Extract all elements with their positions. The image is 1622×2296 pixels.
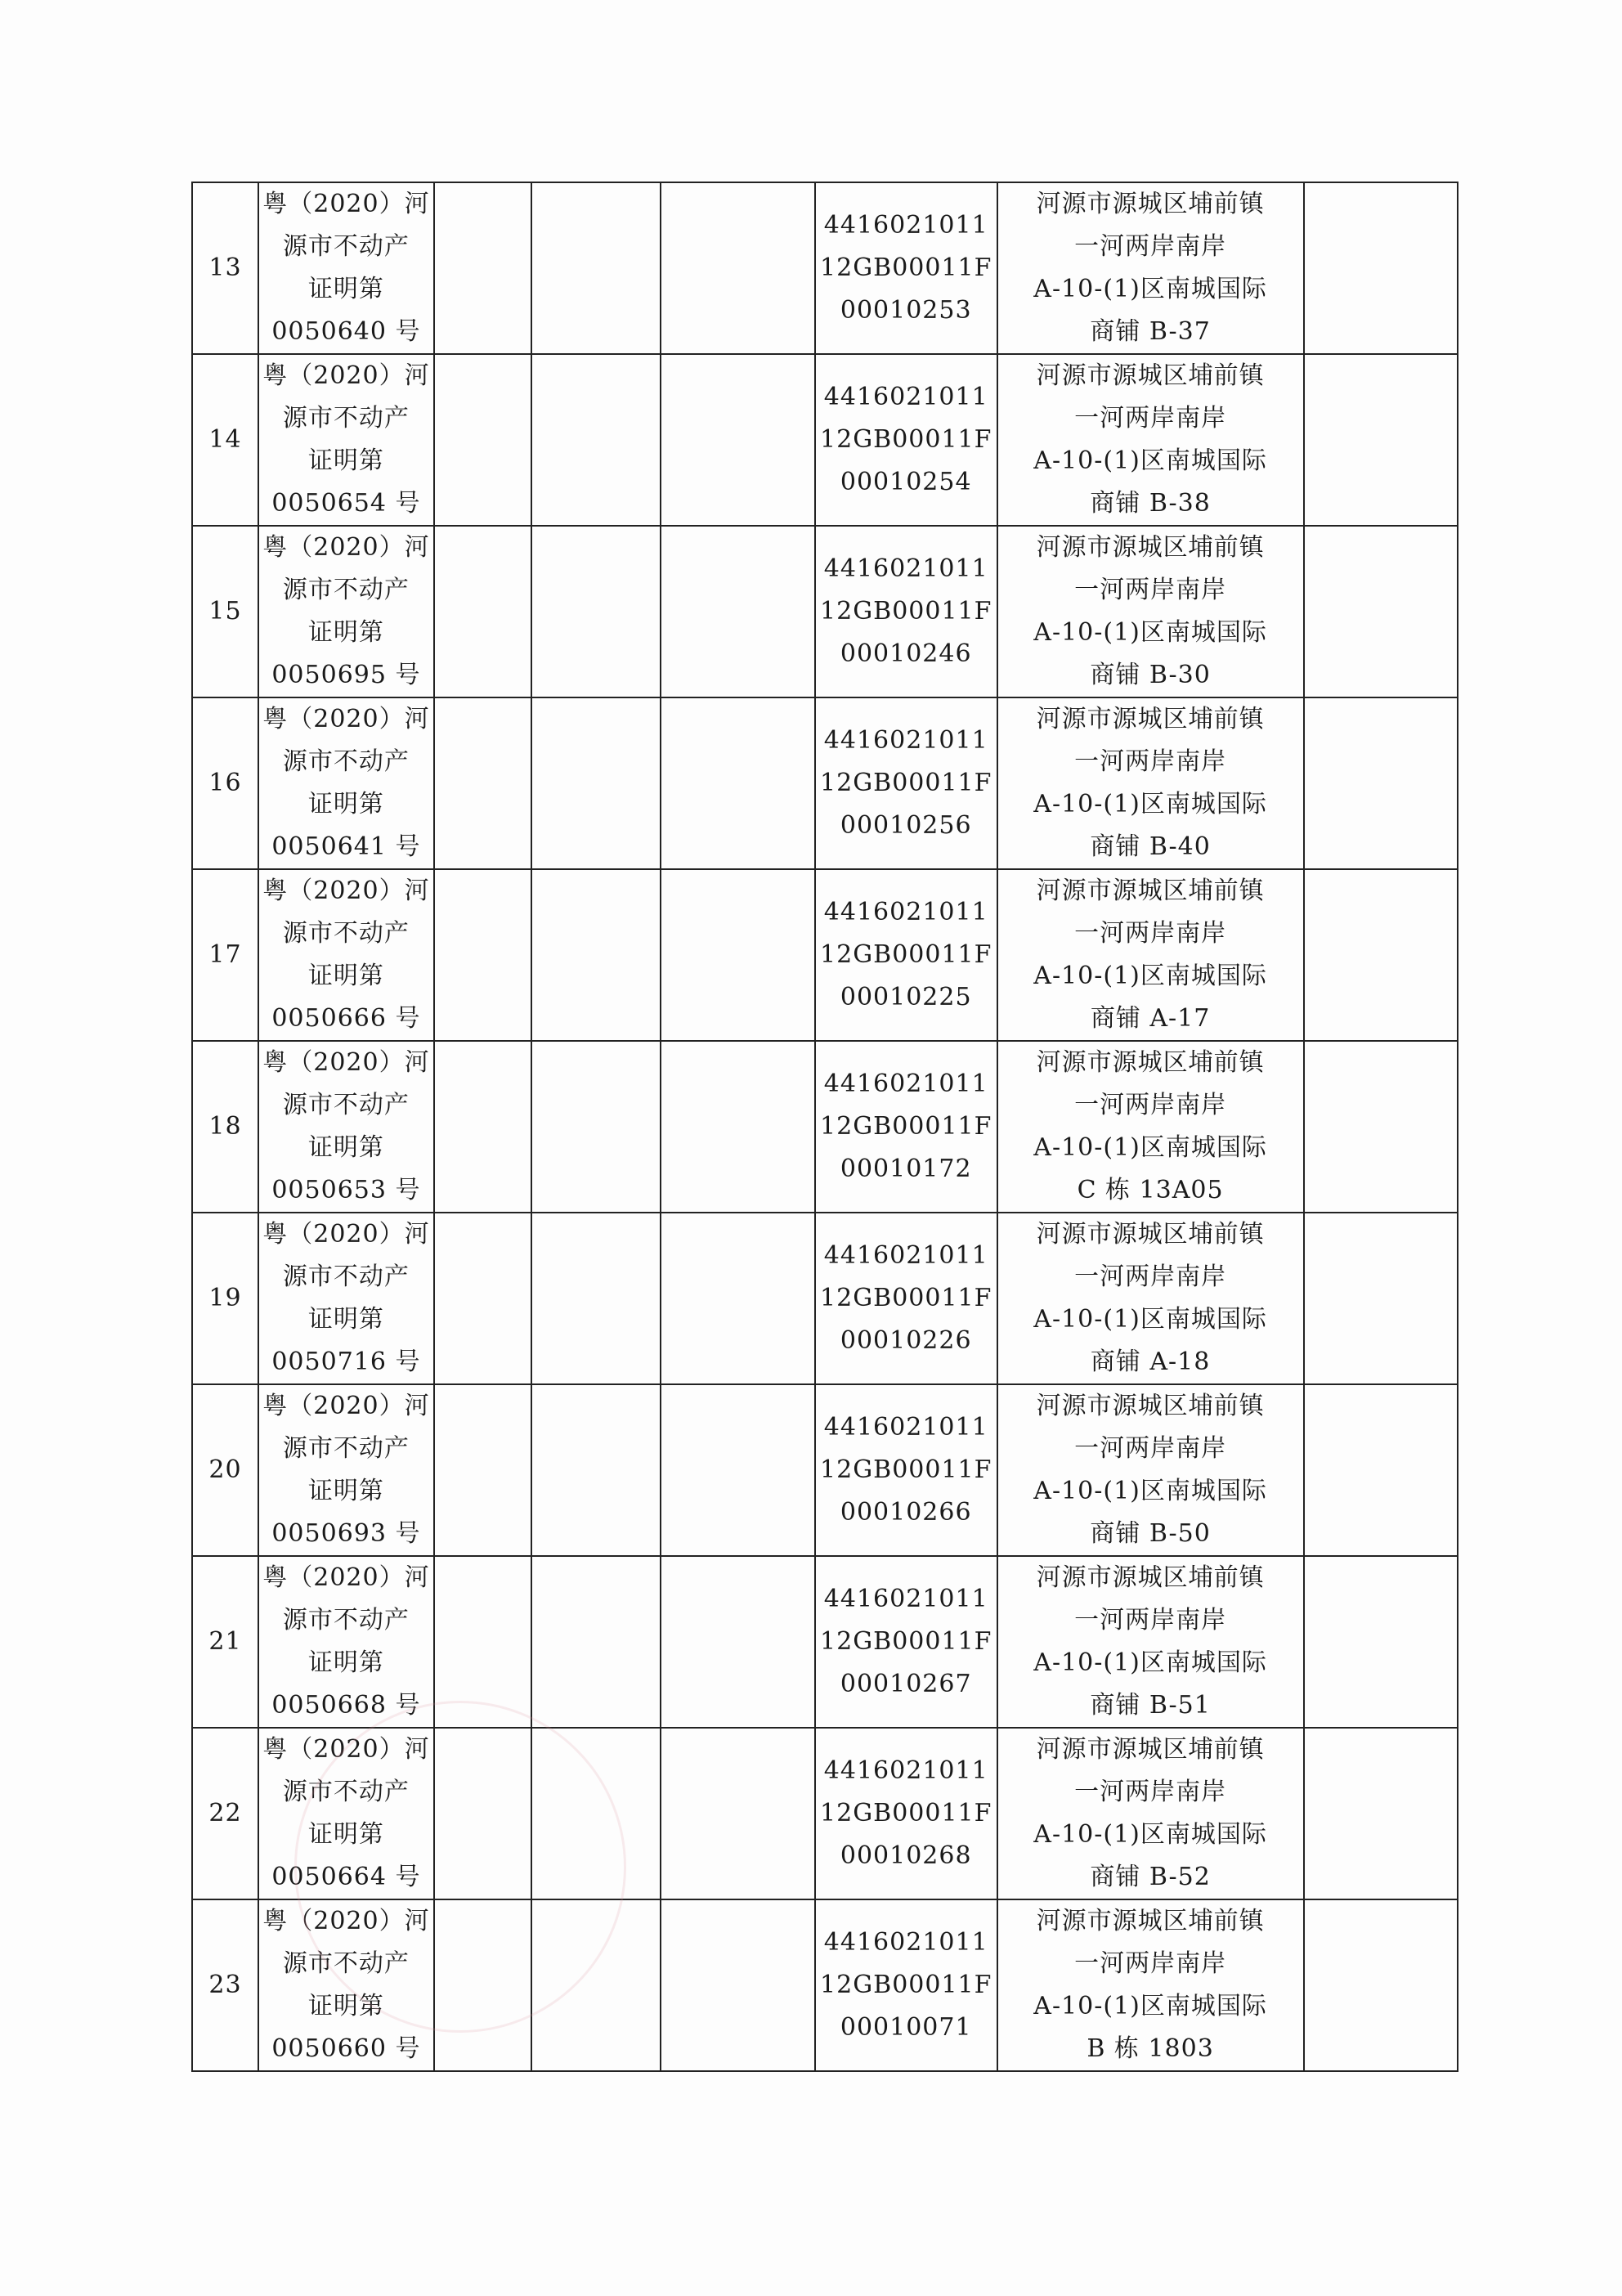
certificate-number-line: 证明第 <box>307 1305 384 1334</box>
certificate-number-line: 证明第 <box>307 1820 384 1849</box>
property-location-cell <box>997 1899 1304 2071</box>
property-location-line: 河源市源城区埔前镇 <box>1036 877 1265 905</box>
unit-code-cell <box>815 1556 997 1728</box>
unit-code-cell <box>815 1041 997 1213</box>
certificate-number-cell <box>258 697 434 869</box>
certificate-number-line: 粤（2020）河 <box>262 533 430 562</box>
property-location-cell <box>997 182 1304 354</box>
unit-code-line: 12GB00011F <box>820 1455 992 1484</box>
empty-cell-a <box>434 697 532 869</box>
unit-code-line: 12GB00011F <box>820 1971 992 1999</box>
certificate-number-line: 证明第 <box>307 618 384 647</box>
property-location-line: 一河两岸南岸 <box>1074 232 1227 261</box>
row-number-cell: 20 <box>192 1384 258 1556</box>
property-location-line: 一河两岸南岸 <box>1074 1091 1227 1119</box>
certificate-number-cell <box>258 354 434 526</box>
certificate-number-line: 证明第 <box>307 790 384 818</box>
certificate-number-line: 证明第 <box>307 1648 384 1677</box>
unit-code-line: 00010246 <box>840 639 972 668</box>
certificate-number-line: 源市不动产 <box>282 1606 410 1635</box>
empty-cell-d <box>1304 1384 1458 1556</box>
empty-cell-c <box>661 1899 814 2071</box>
property-location-line: 一河两岸南岸 <box>1074 1778 1227 1806</box>
property-location-line: 一河两岸南岸 <box>1074 576 1227 604</box>
property-location-line: 一河两岸南岸 <box>1074 1434 1227 1463</box>
property-location-line: 一河两岸南岸 <box>1074 919 1227 948</box>
unit-code-cell <box>815 869 997 1041</box>
unit-code-cell <box>815 1728 997 1899</box>
certificate-number-cell <box>258 526 434 697</box>
certificate-number-cell <box>258 869 434 1041</box>
property-location-line: 河源市源城区埔前镇 <box>1036 361 1265 390</box>
certificate-number-line: 粤（2020）河 <box>262 1735 430 1764</box>
table-row <box>192 697 1458 869</box>
property-location-cell <box>997 1556 1304 1728</box>
empty-cell-c <box>661 526 814 697</box>
empty-cell-a <box>434 1213 532 1384</box>
certificate-number-line: 源市不动产 <box>282 232 410 261</box>
unit-code-line: 12GB00011F <box>820 1112 992 1141</box>
unit-code-cell <box>815 1213 997 1384</box>
empty-cell-a <box>434 1384 532 1556</box>
empty-cell-b <box>531 1041 661 1213</box>
property-location-line: 商铺 B-30 <box>1090 661 1211 689</box>
unit-code-line: 00010225 <box>840 983 972 1011</box>
certificate-number-line: 证明第 <box>307 962 384 990</box>
property-location-line: A-10-(1)区南城国际 <box>1033 1477 1267 1505</box>
unit-code-line: 4416021011 <box>823 1756 988 1785</box>
empty-cell-a <box>434 354 532 526</box>
certificate-number-line: 源市不动产 <box>282 404 410 433</box>
row-number-cell: 23 <box>192 1899 258 2071</box>
unit-code-line: 4416021011 <box>823 554 988 583</box>
property-location-line: A-10-(1)区南城国际 <box>1033 1305 1267 1334</box>
certificate-number-cell <box>258 1899 434 2071</box>
property-register-table <box>191 182 1458 2072</box>
empty-cell-b <box>531 1556 661 1728</box>
unit-code-line: 4416021011 <box>823 211 988 240</box>
unit-code-line: 00010253 <box>840 296 972 325</box>
unit-code-line: 12GB00011F <box>820 425 992 454</box>
unit-code-line: 12GB00011F <box>820 1284 992 1312</box>
property-location-line: A-10-(1)区南城国际 <box>1033 790 1267 818</box>
row-number-cell: 14 <box>192 354 258 526</box>
empty-cell-c <box>661 354 814 526</box>
property-location-line: 商铺 B-38 <box>1090 489 1211 518</box>
property-location-line: 商铺 A-18 <box>1090 1348 1211 1376</box>
certificate-number-line: 证明第 <box>307 1477 384 1505</box>
empty-cell-d <box>1304 1213 1458 1384</box>
unit-code-line: 4416021011 <box>823 383 988 411</box>
certificate-number-line: 源市不动产 <box>282 1091 410 1119</box>
empty-cell-d <box>1304 354 1458 526</box>
empty-cell-a <box>434 1728 532 1899</box>
property-location-line: A-10-(1)区南城国际 <box>1033 618 1267 647</box>
unit-code-line: 4416021011 <box>823 898 988 926</box>
property-location-line: 河源市源城区埔前镇 <box>1036 1735 1265 1764</box>
unit-code-line: 00010226 <box>840 1326 972 1355</box>
row-number-cell: 17 <box>192 869 258 1041</box>
certificate-number-line: 源市不动产 <box>282 747 410 776</box>
certificate-number-cell <box>258 1041 434 1213</box>
certificate-number-line: 源市不动产 <box>282 919 410 948</box>
empty-cell-c <box>661 182 814 354</box>
certificate-number-line: 粤（2020）河 <box>262 877 430 905</box>
certificate-number-line: 源市不动产 <box>282 1262 410 1291</box>
certificate-number-line: 粤（2020）河 <box>262 1048 430 1077</box>
property-location-cell <box>997 1384 1304 1556</box>
unit-code-line: 4416021011 <box>823 1070 988 1098</box>
property-location-cell <box>997 1041 1304 1213</box>
property-location-line: B 栋 1803 <box>1087 2034 1214 2063</box>
certificate-number-line: 0050641 号 <box>271 832 421 861</box>
table-row <box>192 182 1458 354</box>
unit-code-line: 4416021011 <box>823 726 988 755</box>
unit-code-line: 12GB00011F <box>820 1627 992 1656</box>
property-location-line: 商铺 B-51 <box>1090 1691 1211 1720</box>
unit-code-line: 00010254 <box>840 468 972 496</box>
certificate-number-line: 粤（2020）河 <box>262 1220 430 1249</box>
empty-cell-a <box>434 526 532 697</box>
table-row <box>192 1556 1458 1728</box>
unit-code-line: 00010266 <box>840 1498 972 1527</box>
property-location-line: A-10-(1)区南城国际 <box>1033 1820 1267 1849</box>
property-location-line: 河源市源城区埔前镇 <box>1036 705 1265 733</box>
unit-code-cell <box>815 697 997 869</box>
property-location-cell <box>997 1213 1304 1384</box>
certificate-number-line: 证明第 <box>307 1992 384 2020</box>
unit-code-line: 12GB00011F <box>820 1799 992 1827</box>
property-location-line: 一河两岸南岸 <box>1074 1949 1227 1978</box>
property-location-line: 一河两岸南岸 <box>1074 1606 1227 1635</box>
property-location-line: 商铺 B-37 <box>1090 317 1211 346</box>
row-number-cell: 13 <box>192 182 258 354</box>
certificate-number-line: 粤（2020）河 <box>262 190 430 218</box>
empty-cell-d <box>1304 1728 1458 1899</box>
unit-code-cell <box>815 1384 997 1556</box>
unit-code-line: 4416021011 <box>823 1928 988 1957</box>
empty-cell-d <box>1304 526 1458 697</box>
property-location-line: 河源市源城区埔前镇 <box>1036 1392 1265 1420</box>
empty-cell-c <box>661 1041 814 1213</box>
property-location-line: A-10-(1)区南城国际 <box>1033 962 1267 990</box>
certificate-number-line: 0050666 号 <box>271 1004 421 1033</box>
table-row <box>192 1041 1458 1213</box>
property-location-line: C 栋 13A05 <box>1077 1176 1224 1204</box>
unit-code-line: 12GB00011F <box>820 253 992 282</box>
property-location-cell <box>997 869 1304 1041</box>
empty-cell-b <box>531 1728 661 1899</box>
unit-code-line: 00010256 <box>840 811 972 840</box>
row-number-cell: 16 <box>192 697 258 869</box>
property-location-line: 河源市源城区埔前镇 <box>1036 533 1265 562</box>
unit-code-line: 4416021011 <box>823 1241 988 1270</box>
unit-code-cell <box>815 354 997 526</box>
empty-cell-b <box>531 1384 661 1556</box>
empty-cell-b <box>531 869 661 1041</box>
property-location-cell <box>997 526 1304 697</box>
property-location-line: 商铺 B-40 <box>1090 832 1211 861</box>
empty-cell-b <box>531 1899 661 2071</box>
property-location-line: A-10-(1)区南城国际 <box>1033 446 1267 475</box>
certificate-number-line: 粤（2020）河 <box>262 1563 430 1592</box>
property-location-line: A-10-(1)区南城国际 <box>1033 1133 1267 1162</box>
empty-cell-b <box>531 526 661 697</box>
certificate-number-line: 源市不动产 <box>282 1778 410 1806</box>
empty-cell-c <box>661 1213 814 1384</box>
empty-cell-c <box>661 1728 814 1899</box>
property-location-cell <box>997 697 1304 869</box>
unit-code-line: 12GB00011F <box>820 597 992 626</box>
unit-code-cell <box>815 1899 997 2071</box>
empty-cell-a <box>434 869 532 1041</box>
certificate-number-line: 0050695 号 <box>271 661 421 689</box>
certificate-number-line: 源市不动产 <box>282 576 410 604</box>
property-location-line: 河源市源城区埔前镇 <box>1036 1048 1265 1077</box>
certificate-number-cell <box>258 1384 434 1556</box>
empty-cell-b <box>531 697 661 869</box>
certificate-number-line: 粤（2020）河 <box>262 705 430 733</box>
certificate-number-line: 0050640 号 <box>271 317 421 346</box>
empty-cell-a <box>434 182 532 354</box>
table-row <box>192 354 1458 526</box>
certificate-number-line: 粤（2020）河 <box>262 361 430 390</box>
certificate-number-line: 0050668 号 <box>271 1691 421 1720</box>
empty-cell-d <box>1304 1041 1458 1213</box>
property-location-line: 商铺 B-50 <box>1090 1519 1211 1548</box>
table-row <box>192 526 1458 697</box>
certificate-number-line: 0050664 号 <box>271 1863 421 1891</box>
row-number-cell: 15 <box>192 526 258 697</box>
property-location-cell <box>997 354 1304 526</box>
property-location-line: A-10-(1)区南城国际 <box>1033 275 1267 303</box>
certificate-number-cell <box>258 182 434 354</box>
property-location-line: 河源市源城区埔前镇 <box>1036 190 1265 218</box>
empty-cell-b <box>531 1213 661 1384</box>
empty-cell-d <box>1304 697 1458 869</box>
empty-cell-d <box>1304 1899 1458 2071</box>
row-number-cell: 21 <box>192 1556 258 1728</box>
unit-code-cell <box>815 526 997 697</box>
empty-cell-b <box>531 182 661 354</box>
empty-cell-c <box>661 1384 814 1556</box>
property-location-line: A-10-(1)区南城国际 <box>1033 1992 1267 2020</box>
empty-cell-c <box>661 869 814 1041</box>
empty-cell-d <box>1304 182 1458 354</box>
empty-cell-c <box>661 697 814 869</box>
property-location-line: 河源市源城区埔前镇 <box>1036 1563 1265 1592</box>
table-row <box>192 1384 1458 1556</box>
row-number-cell: 22 <box>192 1728 258 1899</box>
property-location-cell <box>997 1728 1304 1899</box>
certificate-number-cell <box>258 1728 434 1899</box>
certificate-number-line: 0050693 号 <box>271 1519 421 1548</box>
certificate-number-line: 粤（2020）河 <box>262 1392 430 1420</box>
empty-cell-d <box>1304 869 1458 1041</box>
certificate-number-line: 证明第 <box>307 446 384 475</box>
empty-cell-b <box>531 354 661 526</box>
property-location-line: 一河两岸南岸 <box>1074 747 1227 776</box>
property-location-line: 一河两岸南岸 <box>1074 1262 1227 1291</box>
unit-code-line: 12GB00011F <box>820 940 992 969</box>
unit-code-line: 00010172 <box>840 1155 972 1183</box>
row-number-cell: 19 <box>192 1213 258 1384</box>
unit-code-line: 00010071 <box>840 2013 972 2042</box>
table-body <box>192 182 1458 2071</box>
certificate-number-line: 证明第 <box>307 1133 384 1162</box>
certificate-number-line: 证明第 <box>307 275 384 303</box>
certificate-number-line: 0050660 号 <box>271 2034 421 2063</box>
table-row <box>192 1213 1458 1384</box>
certificate-number-line: 源市不动产 <box>282 1434 410 1463</box>
certificate-number-line: 0050716 号 <box>271 1348 421 1376</box>
property-location-line: 商铺 A-17 <box>1090 1004 1211 1033</box>
unit-code-line: 00010268 <box>840 1841 972 1870</box>
certificate-number-line: 0050653 号 <box>271 1176 421 1204</box>
unit-code-line: 4416021011 <box>823 1585 988 1613</box>
certificate-number-cell <box>258 1556 434 1728</box>
empty-cell-a <box>434 1556 532 1728</box>
property-location-line: 河源市源城区埔前镇 <box>1036 1220 1265 1249</box>
certificate-number-line: 粤（2020）河 <box>262 1907 430 1935</box>
property-location-line: 商铺 B-52 <box>1090 1863 1211 1891</box>
empty-cell-a <box>434 1041 532 1213</box>
property-location-line: 河源市源城区埔前镇 <box>1036 1907 1265 1935</box>
unit-code-line: 12GB00011F <box>820 769 992 797</box>
empty-cell-a <box>434 1899 532 2071</box>
property-location-line: 一河两岸南岸 <box>1074 404 1227 433</box>
table-row <box>192 1728 1458 1899</box>
certificate-number-cell <box>258 1213 434 1384</box>
row-number-cell: 18 <box>192 1041 258 1213</box>
certificate-number-line: 源市不动产 <box>282 1949 410 1978</box>
unit-code-line: 4416021011 <box>823 1413 988 1442</box>
property-location-line: A-10-(1)区南城国际 <box>1033 1648 1267 1677</box>
unit-code-cell <box>815 182 997 354</box>
table-row <box>192 1899 1458 2071</box>
certificate-number-line: 0050654 号 <box>271 489 421 518</box>
table-row <box>192 869 1458 1041</box>
empty-cell-d <box>1304 1556 1458 1728</box>
unit-code-line: 00010267 <box>840 1670 972 1698</box>
empty-cell-c <box>661 1556 814 1728</box>
